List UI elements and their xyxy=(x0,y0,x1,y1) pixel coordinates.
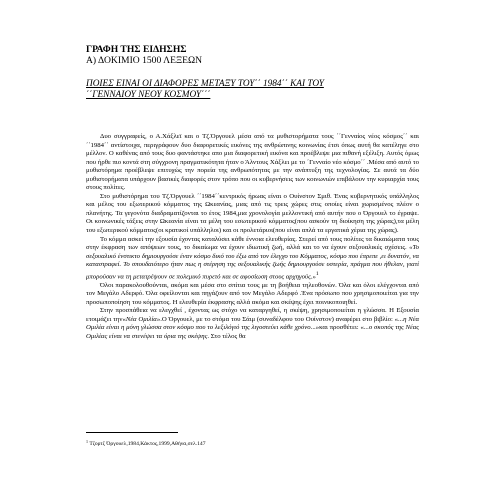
document-title: ΓΡΑΦΗ ΤΗΣ ΕΙΔΗΣΗΣ xyxy=(86,44,187,55)
paragraph-5-text-e: ...»και προσθέτει: « xyxy=(310,324,364,332)
paragraph-5-text-g: . Στο τέλος θα xyxy=(207,332,246,340)
footnote-reference[interactable]: 1 xyxy=(315,270,319,277)
essay-question xyxy=(86,79,419,101)
paragraph-5-quote-2: ...ο σκοπός της Νέας Ομιλίας είναι να στενέψει τα όρια της σκέψης xyxy=(86,324,419,340)
paragraph-5-text-a: Στην προσπάθεια να ελεγχθεί , έχοντας ως στόχο να καταργηθεί, η σκέψη, χρησιμοποιείται η γλώσσα. Η Εξουσία ετοιμάζει την« xyxy=(86,307,419,323)
footnote-separator xyxy=(86,432,178,433)
footnote-text: Τζορτζ Όργουελ,1984,Κάκτος,1999,Αθήνα,σελ.147 xyxy=(89,441,206,447)
paragraph-5 xyxy=(86,307,419,341)
paragraph-5-quote-1: ...η Νέα Ομιλία είναι η μόνη γλώσσα στον κόσμο που το λεξιλόγιό της λιγοστεύει κάθε χρόνο xyxy=(86,315,419,332)
document-subtitle: Α) ΔΟΚΙΜΙΟ 1500 ΛΕΞΕΩΝ xyxy=(86,55,203,66)
document-page xyxy=(86,44,419,341)
paragraph-2: Στο μυθιστόρημα του Τζ.Όργουελ ΄΄1984΄΄κεντρικός ήρωας είναι ο Ουίνστον Σμιθ. Ένας κυβερνητικός υπάλληλος και μέλος του εξωτερικού κόμματος της Ωκεανίας, μιας από τις τρεις χώρες στις οποίες είναι χωρισμένος πλέον ο πλανήτης. Τα γεγονότα διαδραματίζονται το έτος 1984,μια χρονολογία μελλοντική από αυτήν που ο Όργουελ το έγραψε. Οι κοινωνικές τάξεις στην Ωκεανία είναι τα μέλη του εσωτερικού κόμματος(που ασκούν τη διοίκηση της χώρας),τα μέλη του εξωτερικού κόμματος(οι κρατικοί υπάλληλοι) και οι προλετάριοι(που είναι απλά τα εργατικά χέρια της χώρας). xyxy=(86,192,419,235)
paragraph-5-term: Νέα Ομιλία xyxy=(125,315,157,323)
essay-body xyxy=(86,133,419,341)
paragraph-5-text-c: ».Ο Όργουελ, με το στόμα του Σάιμ (συναδέλφου του Ουίνστον) αναφέρει στο βιβλίο: « xyxy=(156,315,399,323)
paragraph-1: Δυο συγγραφείς, ο Α.Χάξλεϊ και ο Τζ.Όργουελ μέσα από τα μυθιστορήματα τους ΄΄Γενναίος νέος κόσμος΄΄ και ΄΄1984΄΄ αντίστοιχα, περιγράφουν δυο διαφορετικές εικόνες της ανθρώπινης κοινωνίας έτσι όπως αυτή θα κατέληγε στο μέλλον. Ο καθένας από τους δυο φαντάστηκε απο μια διαφορετική εικόνα και προέβλεψε μια πιθανή εξέλιξη. Αυτός όμως που ήρθε πιο κοντά στη σύγχρονη πραγματικότητα ήταν ο Άλντους Χάξλει με το ΄Γενναίο νέο κόσμο΄΄ .Μέσα από αυτό το μυθιστόρημα προέβλεψε επιτυχώς την πορεία της ανθρωπότητας με την ανάπτυξη της τεχνολογίας. Σε αυτά τα δύο μυθιστορήματα υπάρχουν βασικές διαφορές στον τρόπο που οι κυβερνήσεις των κοινωνιών επιβάλουν την κυριαρχία τους στους πολίτες. xyxy=(86,133,419,192)
footnote xyxy=(86,438,206,448)
paragraph-3-text: Το κόμμα ασκεί την εξουσία έχοντας καταλύσει κάθε έννοια ελευθερίας. Στερεί από τους πολίτες τα δικαιώματα τους στην έκφραση των απόψεων τους, το δικαίωμα να έχουν ιδιωτική ζωή, αλλά και το να έχουν σεξουαλικές σχέσεις. xyxy=(86,235,419,252)
essay-question-line-2: ΄΄ΓΕΝΝΑΙΟΥ ΝΕΟΥ ΚΟΣΜΟΥ΄΄΄ xyxy=(86,90,211,100)
paragraph-4: Όλοι παρακολουθούνται, ακόμα και μέσα στο σπίτια τους με τη βοήθεια τηλεοθονών. Όλα και όλοι ελέγχονται από τον Μεγάλο Αδερφό. Όλα οφείλονται και πηγάζουν από τον Μεγάλο Αδερφό .Ένα πρόσωπο που χρησιμοποιείται για την προσωποποίηση του κόμματος. Η ελευθερία έκφρασης αλλά ακόμα και σκέψης έχει ποινικοποιηθεί. xyxy=(86,281,419,306)
essay-question-line-1: ΠΟΙΕΣ ΕΙΝΑΙ ΟΙ ΔΙΑΦΟΡΕΣ ΜΕΤΑΞΥ ΤΟΥ΄΄ 1984΄΄ ΚΑΙ ΤΟΥ xyxy=(86,79,324,89)
paragraph-3-quote: «Το σεξουαλικό ένστικτο δημιουργούσε έναν κόσμο δικό του έξω από τον έλεγχο του Κόμματος, κόσμο που έπρεπε ,ει δυνατόν, να καταστραφεί. Το σπουδαιότερο ήταν πως η στέρηση της σεξουαλικής ζωής δημιουργούσε υστερία, πράγμα που ήθελαν, γιατί μπορούσαν να τη μετατρέψουν σε πολεμικό πυρετό και σε αφοσίωση στους αρχηγούς.» xyxy=(86,244,419,280)
footnote-marker: 1 xyxy=(86,439,88,444)
paragraph-3 xyxy=(86,236,419,282)
